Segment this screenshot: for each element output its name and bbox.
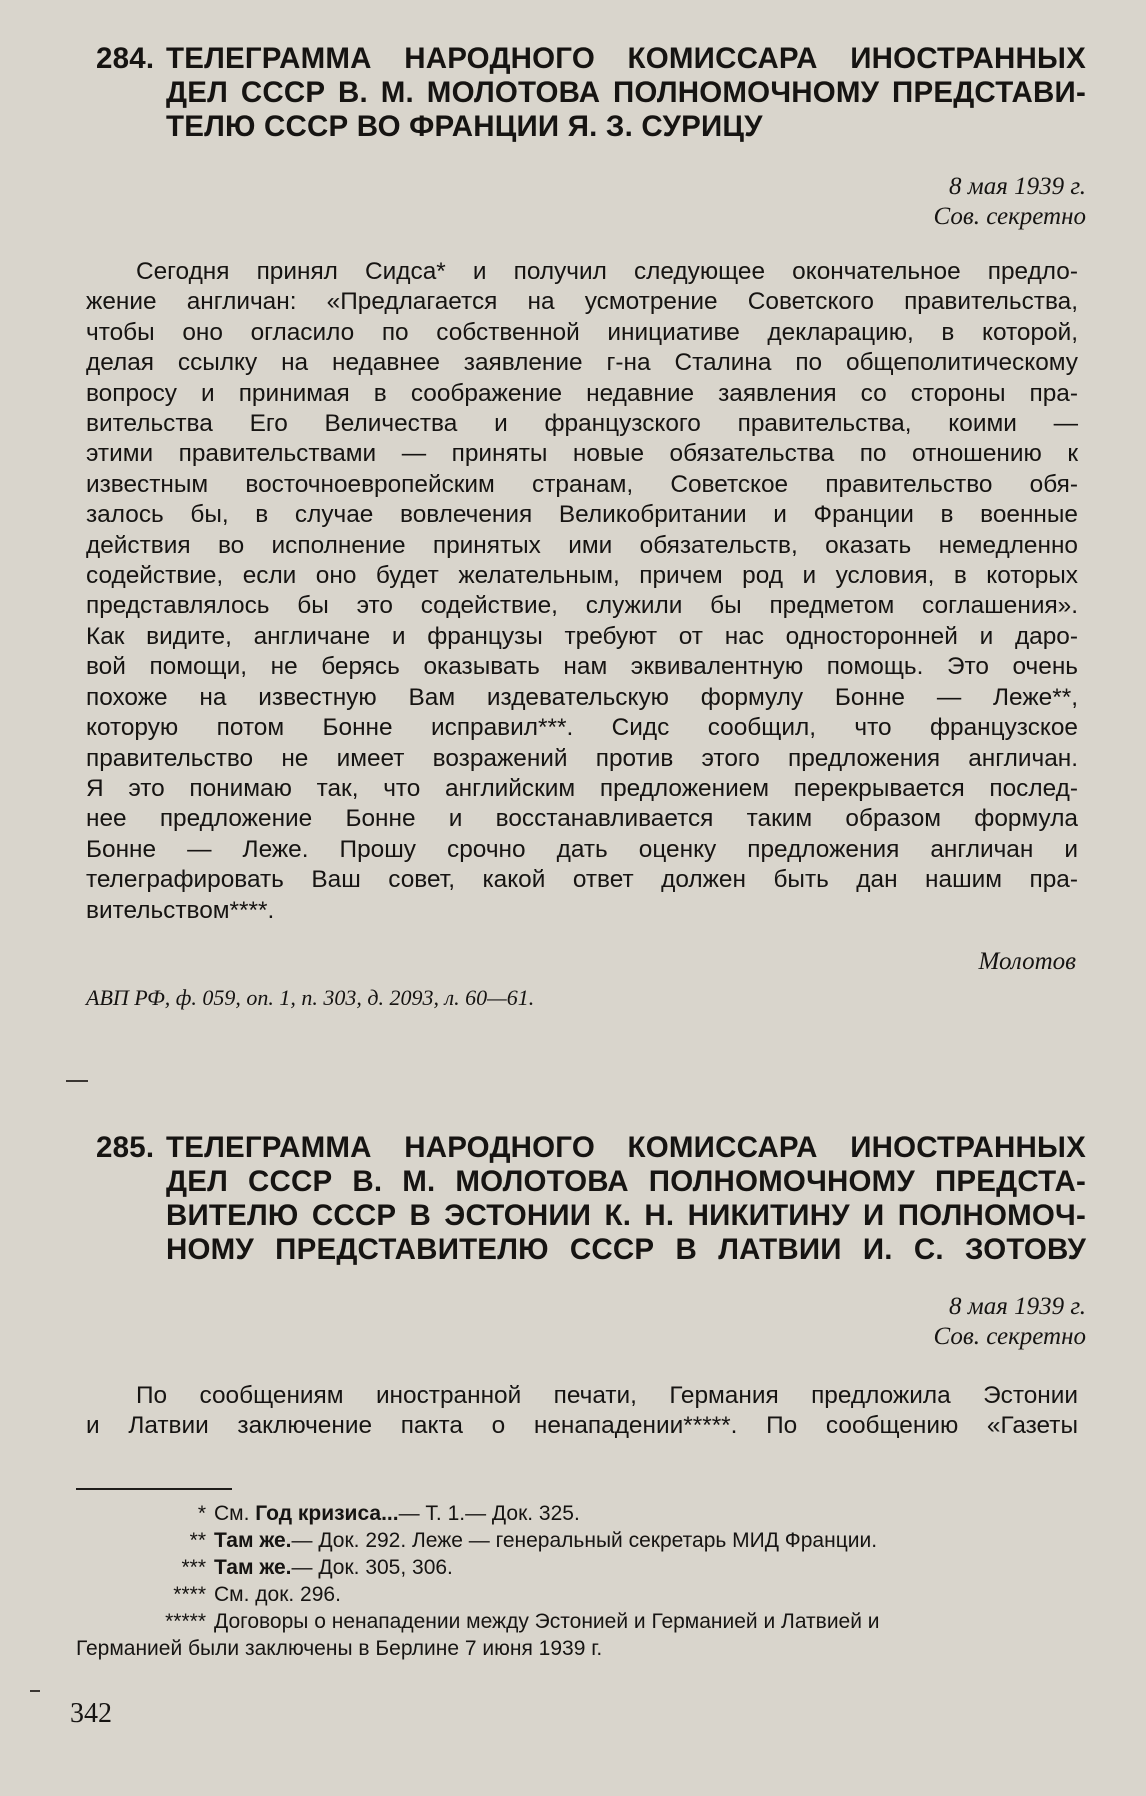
doc-284-number: 284. (96, 42, 155, 75)
doc-284-title-line: ТЕЛЕГРАММА НАРОДНОГО КОМИССАРА ИНОСТРАННЫХ (166, 42, 1086, 75)
footnote-text: См. док. 296. (214, 1583, 341, 1606)
doc-284-title (96, 42, 1086, 144)
footnote-text: — Док. 292. Леже — генеральный секретарь МИД Франции. (291, 1529, 878, 1552)
body-line: вительства Его Величества и французского правительства, коими — (86, 410, 1078, 438)
doc-284-classification: Сов. секретно (933, 203, 1086, 230)
body-line: правительство не имеет возражений против этого предложения англичан. (86, 744, 1078, 772)
doc-285-date: 8 мая 1939 г. (949, 1293, 1086, 1320)
footnote-mark: * (197, 1502, 206, 1525)
doc-285-title (96, 1131, 1086, 1267)
body-line: делая ссылку на недавнее заявление г-на Сталина по общеполитическому (86, 349, 1078, 377)
doc-284-body (86, 257, 1078, 926)
body-line: вой помощи, не берясь оказывать нам эквивалентную помощь. Это очень (86, 653, 1078, 681)
doc-285-meta (686, 1292, 1086, 1352)
body-line: Я это понимаю так, что английским предложением перекрывается послед- (86, 774, 1078, 802)
doc-285-title-line: ДЕЛ СССР В. М. МОЛОТОВА ПОЛНОМОЧНОМУ ПРЕДСТА- (166, 1165, 1086, 1198)
doc-285-title-line: ТЕЛЕГРАММА НАРОДНОГО КОМИССАРА ИНОСТРАННЫХ (166, 1131, 1086, 1164)
footnote-bold: Там же. (214, 1529, 292, 1552)
footnote-text: Договоры о ненападении между Эстонией и Германией и Латвией и (214, 1610, 880, 1633)
body-line: залось бы, в случае вовлечения Великобритании и Франции в военные (86, 501, 1078, 529)
footnote-text: Германией были заключены в Берлине 7 июня 1939 г. (76, 1637, 603, 1660)
body-line: содействие, если оно будет желательным, причем род и условия, в которых (86, 562, 1078, 590)
body-line: Бонне — Леже. Прошу срочно дать оценку предложения англичан и (86, 835, 1078, 863)
body-line: По сообщениям иностранной печати, Германия предложила Эстонии (136, 1382, 1078, 1409)
doc-285-number: 285. (96, 1131, 155, 1164)
body-line: известным восточноевропейским странам, Советское правительство обя- (86, 470, 1078, 498)
page-number: 342 (70, 1698, 112, 1729)
doc-284-date: 8 мая 1939 г. (949, 173, 1086, 200)
body-line: чтобы оно огласило по собственной инициативе декларацию, в которой, (86, 318, 1078, 346)
doc-284-title-line: ТЕЛЮ СССР ВО ФРАНЦИИ Я. З. СУРИЦУ (166, 110, 763, 143)
body-line: похоже на известную Вам издевательскую формулу Бонне — Леже**, (86, 683, 1078, 711)
footnote-text: — Док. 305, 306. (291, 1556, 453, 1579)
body-line: вопросу и принимая в соображение недавние заявления со стороны пра- (86, 379, 1078, 407)
footnote (76, 1581, 1076, 1608)
footnote-bold: Там же. (214, 1556, 292, 1579)
footnote-divider (76, 1488, 232, 1490)
body-line: которую потом Бонне исправил***. Сидс сообщил, что французское (86, 714, 1078, 742)
body-line: нее предложение Бонне и восстанавливается таким образом формула (86, 805, 1078, 833)
doc-284-signature: Молотов (978, 948, 1076, 975)
doc-284-archive-reference: АВП РФ, ф. 059, оп. 1, п. 303, д. 2093, л. 60—61. (86, 985, 535, 1010)
doc-285-title-line: ВИТЕЛЮ СССР В ЭСТОНИИ К. Н. НИКИТИНУ И ПОЛНОМОЧ- (166, 1199, 1086, 1232)
doc-285-classification: Сов. секретно (933, 1323, 1086, 1350)
footnote-mark: **** (173, 1583, 206, 1606)
doc-284-title-line: ДЕЛ СССР В. М. МОЛОТОВА ПОЛНОМОЧНОМУ ПРЕДСТАВИ- (166, 76, 1086, 109)
footnote-bold: Год кризиса... (255, 1502, 399, 1525)
footnotes (76, 1500, 1076, 1662)
margin-mark (30, 1690, 40, 1692)
footnote-continuation (76, 1635, 1076, 1662)
body-line: Как видите, англичане и французы требуют от нас односторонней и даро- (86, 622, 1078, 650)
footnote (76, 1527, 1076, 1554)
body-line: действия во исполнение принятых ими обязательств, оказать немедленно (86, 531, 1078, 559)
footnote-text: См. (214, 1502, 256, 1525)
body-line: этими правительствами — приняты новые обязательства по отношению к (86, 440, 1078, 468)
body-line: и Латвии заключение пакта о ненападении*****. По сообщению «Газеты (86, 1412, 1078, 1440)
footnote (76, 1554, 1076, 1581)
footnote-mark: ** (189, 1529, 206, 1552)
footnote (76, 1500, 1076, 1527)
body-line: вительством****. (86, 896, 275, 924)
margin-mark (66, 1080, 88, 1082)
footnote-text: — Т. 1.— Док. 325. (398, 1502, 580, 1525)
footnote-mark: ***** (165, 1610, 206, 1633)
footnote (76, 1608, 1076, 1635)
body-line: Сегодня принял Сидса* и получил следующее окончательное предло- (136, 258, 1078, 285)
doc-284-meta (686, 172, 1086, 232)
doc-285-title-line: НОМУ ПРЕДСТАВИТЕЛЮ СССР В ЛАТВИИ И. С. ЗОТОВУ (166, 1233, 1086, 1266)
body-line: представлялось бы это содействие, служили бы предметом соглашения». (86, 592, 1078, 620)
body-line: телеграфировать Ваш совет, какой ответ должен быть дан нашим пра- (86, 866, 1078, 894)
doc-285-body (86, 1381, 1078, 1442)
body-line: жение англичан: «Предлагается на усмотрение Советского правительства, (86, 288, 1078, 316)
footnote-mark: *** (181, 1556, 206, 1579)
